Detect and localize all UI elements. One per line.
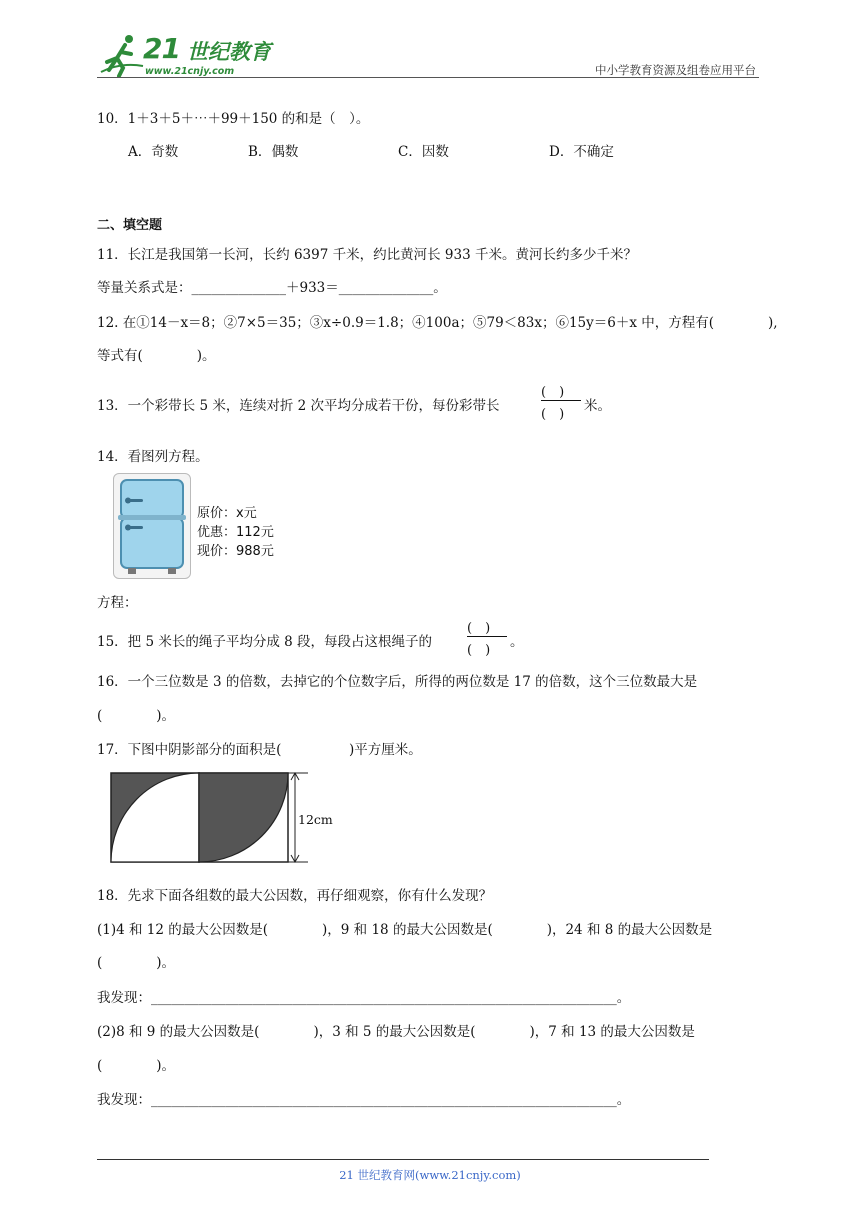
q18-part2-line1: (2)8 和 9 的最大公因数是( )，3 和 5 的最大公因数是( )，7 和 13 的最大公因数是: [97, 1024, 695, 1040]
fridge-icon: [114, 474, 190, 578]
q18-part1-line1: (1)4 和 12 的最大公因数是( )，9 和 18 的最大公因数是( )，24 和 8 的最大公因数是: [97, 922, 713, 938]
footer-text: 21 世纪教育网(www.21cnjy.com): [339, 1168, 521, 1182]
fridge-current-price: 现价：988元: [197, 544, 274, 559]
q18-discovery-2: 我发现：_____________________________________________________________________。: [97, 1092, 631, 1108]
q10-option-a: A．奇数: [128, 144, 179, 160]
q15-fraction: [467, 617, 507, 657]
logo-number: 21: [143, 32, 180, 65]
q11-line1: 11．长江是我国第一长河，长约 6397 千米，约比黄河长 933 千米。黄河长约多少千米？: [97, 247, 637, 263]
q14-answer-label: 方程：: [97, 595, 138, 611]
site-logo: [95, 32, 271, 78]
q17-dimension-label: 12cm: [298, 812, 333, 827]
q12-line1: 12. 在①14－x＝8；②7×5＝35；③x÷0.9＝1.8；④100a；⑤79＜83x；⑥15y＝6＋x 中，方程有( ),: [97, 315, 778, 331]
q13-numerator: ( ): [541, 385, 565, 400]
q13-text: 13．一个彩带长 5 米，连续对折 2 次平均分成若干份，每份彩带长: [97, 398, 500, 414]
q10-option-d: D．不确定: [549, 144, 614, 160]
runner-icon: [95, 32, 145, 78]
logo-text: 世纪教育: [187, 40, 271, 64]
q10-stem: 10．1＋3＋5＋⋯＋99＋150 的和是（ ）。: [97, 111, 370, 127]
fridge-figure: [113, 473, 191, 579]
header-divider: [97, 77, 759, 78]
q15-denominator: ( ): [467, 643, 491, 658]
q11-line2: 等量关系式是：______________＋933＝______________。: [97, 280, 447, 296]
q18-stem: 18．先求下面各组数的最大公因数，再仔细观察，你有什么发现？: [97, 888, 493, 904]
footer-divider: [97, 1159, 709, 1160]
fridge-discount: 优惠：112元: [197, 525, 274, 540]
q16-line2: ( )。: [97, 708, 176, 724]
q10-option-c: C．因数: [398, 144, 449, 160]
q13-unit: 米。: [584, 398, 611, 414]
q16-line1: 16．一个三位数是 3 的倍数，去掉它的个位数字后，所得的两位数是 17 的倍数，这个三位数最大是: [97, 674, 698, 690]
q12-line2: 等式有( )。: [97, 348, 216, 364]
q15-numerator: ( ): [467, 621, 491, 636]
q15-end: 。: [510, 634, 524, 650]
q13-fraction: [541, 381, 581, 421]
q18-part1-line2: ( )。: [97, 955, 176, 971]
logo-url: www.21cnjy.com: [145, 66, 235, 77]
q17-stem: 17．下图中阴影部分的面积是( )平方厘米。: [97, 742, 422, 758]
header-platform-text: 中小学教育资源及组卷应用平台: [595, 63, 756, 77]
fridge-original-price: 原价：x元: [197, 506, 257, 521]
q10-option-b: B．偶数: [248, 144, 299, 160]
q18-discovery-1: 我发现：_____________________________________________________________________。: [97, 990, 631, 1006]
q14-stem: 14．看图列方程。: [97, 449, 209, 465]
section-title-fill-blank: 二、填空题: [97, 218, 163, 233]
q13-denominator: ( ): [541, 407, 565, 422]
q18-part2-line2: ( )。: [97, 1058, 176, 1074]
q15-text: 15．把 5 米长的绳子平均分成 8 段，每段占这根绳子的: [97, 634, 433, 650]
